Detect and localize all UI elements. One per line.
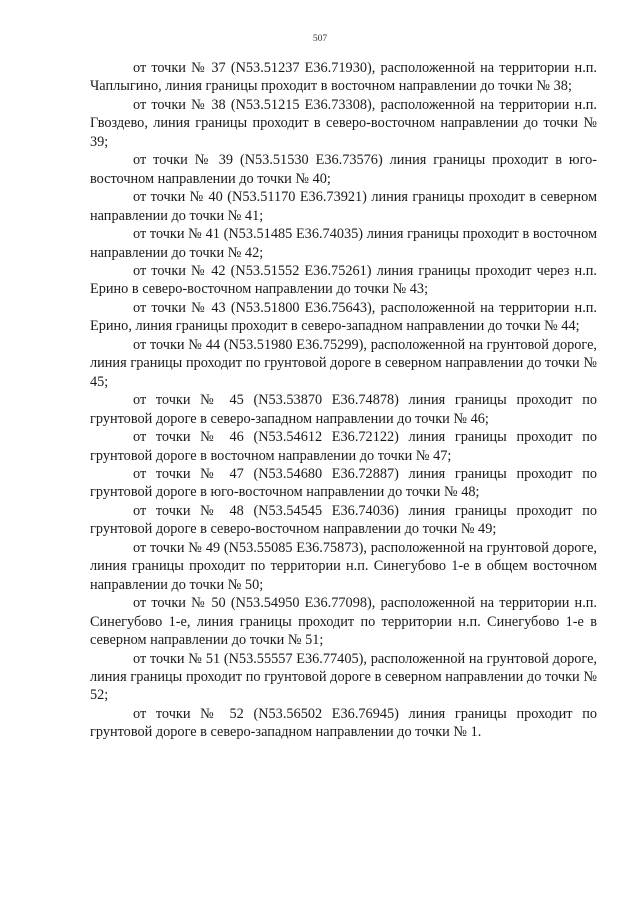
paragraph-point-44: от точки № 44 (N53.51980 E36.75299), расположенной на грунтовой дороге, линия границы проходит по грунтовой дороге в северном направлении до точки № 45; [90, 336, 597, 390]
paragraph-point-39: от точки № 39 (N53.51530 E36.73576) линия границы проходит в юго-восточном направлении до точки № 40; [90, 152, 597, 187]
paragraph-point-48: от точки № 48 (N53.54545 E36.74036) линия границы проходит по грунтовой дороге в северо-восточном направлении до точки № 49; [90, 502, 597, 538]
paragraph-point-45: от точки № 45 (N53.53870 E36.74878) линия границы проходит по грунтовой дороге в северо-западном направлении до точки № 46; [90, 392, 597, 427]
paragraph-point-51: от точки № 51 (N53.55557 E36.77405), расположенной на грунтовой дороге, линия границы проходит по грунтовой дороге в северном направлении до точки № 52; [90, 650, 597, 704]
paragraph-point-41: от точки № 41 (N53.51485 E36.74035) линия границы проходит в восточном направлении до точки № 42; [90, 226, 597, 261]
paragraph-point-37: от точки № 37 (N53.51237 E36.71930), расположенной на территории н.п. Чаплыгино, линия границы проходит в восточном направлении до точки № 38; [90, 60, 597, 95]
paragraph-point-46: от точки № 46 (N53.54612 E36.72122) линия границы проходит по грунтовой дороге в восточном направлении до точки № 47; [90, 429, 597, 464]
paragraph-point-38: от точки № 38 (N53.51215 E36.73308), расположенной на территории н.п. Гвоздево, линия границы проходит в северо-восточном направлении до точки № 39; [90, 96, 597, 150]
paragraph-point-42: от точки № 42 (N53.51552 E36.75261) линия границы проходит через н.п. Ерино в северо-восточном направлении до точки № 43; [90, 262, 597, 298]
paragraph-point-43: от точки № 43 (N53.51800 E36.75643), расположенной на территории н.п. Ерино, линия границы проходит в северо-западном направлении до точки № 44; [90, 299, 597, 335]
paragraph-point-40: от точки № 40 (N53.51170 E36.73921) линия границы проходит в северном направлении до точки № 41; [90, 189, 597, 224]
paragraph-point-47: от точки № 47 (N53.54680 E36.72887) линия границы проходит по грунтовой дороге в юго-восточном направлении до точки № 48; [90, 465, 597, 501]
document-body [90, 59, 597, 742]
paragraph-point-52: от точки № 52 (N53.56502 E36.76945) линия границы проходит по грунтовой дороге в северо-западном направлении до точки № 1. [90, 705, 597, 741]
page-number: 507 [312, 34, 328, 44]
paragraph-point-49: от точки № 49 (N53.55085 E36.75873), расположенной на грунтовой дороге, линия границы проходит по территории н.п. Синегубово 1-е в общем восточном направлении до точки № 50; [90, 539, 597, 593]
paragraph-point-50: от точки № 50 (N53.54950 E36.77098), расположенной на территории н.п. Синегубово 1-е, линия границы проходит по территории н.п. Синегубово 1-е в северном направлении до точки № 51; [90, 595, 597, 649]
